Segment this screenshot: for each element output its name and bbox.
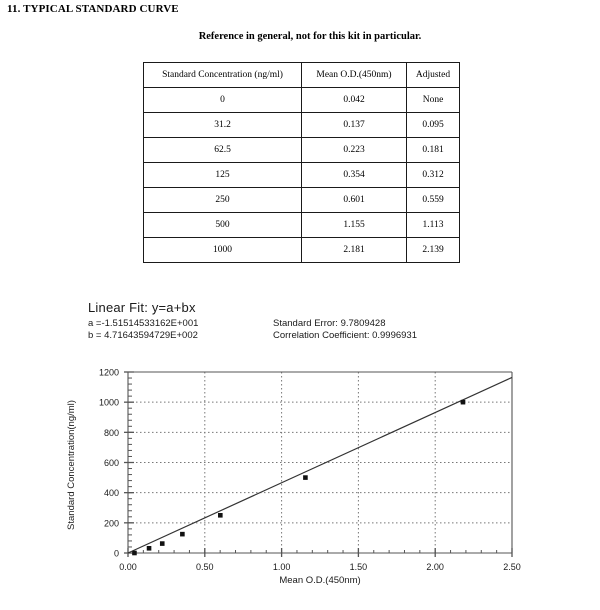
y-tick-label: 200 [103,518,119,529]
cell-adjusted: None [407,88,460,113]
y-axis-title: Standard Concentration(ng/ml) [66,400,77,530]
table-row [144,138,460,163]
data-point [160,541,165,546]
cell-concentration: 1000 [144,238,302,263]
standard-curve-table [143,62,460,263]
cell-concentration: 250 [144,188,302,213]
table-header-row [144,63,460,88]
subtitle-note: Reference in general, not for this kit in particular. [198,31,422,42]
data-point [218,513,223,518]
table-row [144,163,460,188]
linear-fit-summary [88,300,417,342]
x-tick-label: 1.50 [349,562,368,572]
cell-concentration: 62.5 [144,138,302,163]
table-row [144,188,460,213]
cell-adjusted: 0.312 [407,163,460,188]
cell-adjusted: 1.113 [407,213,460,238]
data-point [303,475,308,480]
cell-mean-od: 2.181 [302,238,407,263]
linear-fit-parameters [88,318,417,342]
fit-line [128,377,512,553]
chart-gridlines [128,372,512,553]
data-point [461,400,466,405]
cell-mean-od: 0.601 [302,188,407,213]
standard-curve-chart [0,358,600,610]
x-tick-label: 2.00 [426,562,444,572]
x-tick-label: 2.50 [503,562,521,572]
cell-mean-od: 0.354 [302,163,407,188]
y-tick-label: 800 [103,427,119,438]
cell-mean-od: 0.042 [302,88,407,113]
y-tick-label: 600 [103,458,119,468]
data-point [132,551,137,556]
fit-coefficient-a: a =-1.51514533162E+001 [88,318,199,329]
y-tick-label: 0 [113,548,119,559]
cell-adjusted: 0.095 [407,113,460,138]
x-axis-title: Mean O.D.(450nm) [279,575,361,586]
table-row [144,213,460,238]
cell-adjusted: 0.559 [407,188,460,213]
cell-mean-od: 1.155 [302,213,407,238]
data-point [180,532,185,537]
column-header-concentration: Standard Concentration (ng/ml) [144,63,302,88]
table-row [144,113,460,138]
y-tick-label: 1000 [98,397,119,408]
y-tick-label: 1200 [98,367,119,378]
page-title: 11. TYPICAL STANDARD CURVE [7,3,179,15]
column-header-adjusted: Adjusted [407,63,460,88]
fit-correlation-coefficient: Correlation Coefficient: 0.9996931 [273,330,418,341]
x-tick-label: 1.00 [272,562,291,572]
cell-concentration: 31.2 [144,113,302,138]
x-tick-label: 0.50 [196,562,214,572]
cell-concentration: 500 [144,213,302,238]
chart-data-points [132,400,465,555]
linear-fit-title: Linear Fit: y=a+bx [88,300,196,315]
cell-adjusted: 2.139 [407,238,460,263]
table-row [144,238,460,263]
data-point [147,546,152,551]
cell-mean-od: 0.223 [302,138,407,163]
table-row [144,88,460,113]
fit-standard-error: Standard Error: 9.7809428 [273,318,386,329]
fit-coefficient-b: b = 4.71643594729E+002 [88,330,198,341]
cell-mean-od: 0.137 [302,113,407,138]
chart-canvas [0,358,600,610]
chart-ticks [124,372,512,557]
y-tick-label: 400 [103,488,119,499]
column-header-mean-od: Mean O.D.(450nm) [302,63,407,88]
chart-fit-line [128,377,512,553]
x-tick-label: 0.00 [119,562,137,572]
cell-concentration: 125 [144,163,302,188]
cell-concentration: 0 [144,88,302,113]
cell-adjusted: 0.181 [407,138,460,163]
